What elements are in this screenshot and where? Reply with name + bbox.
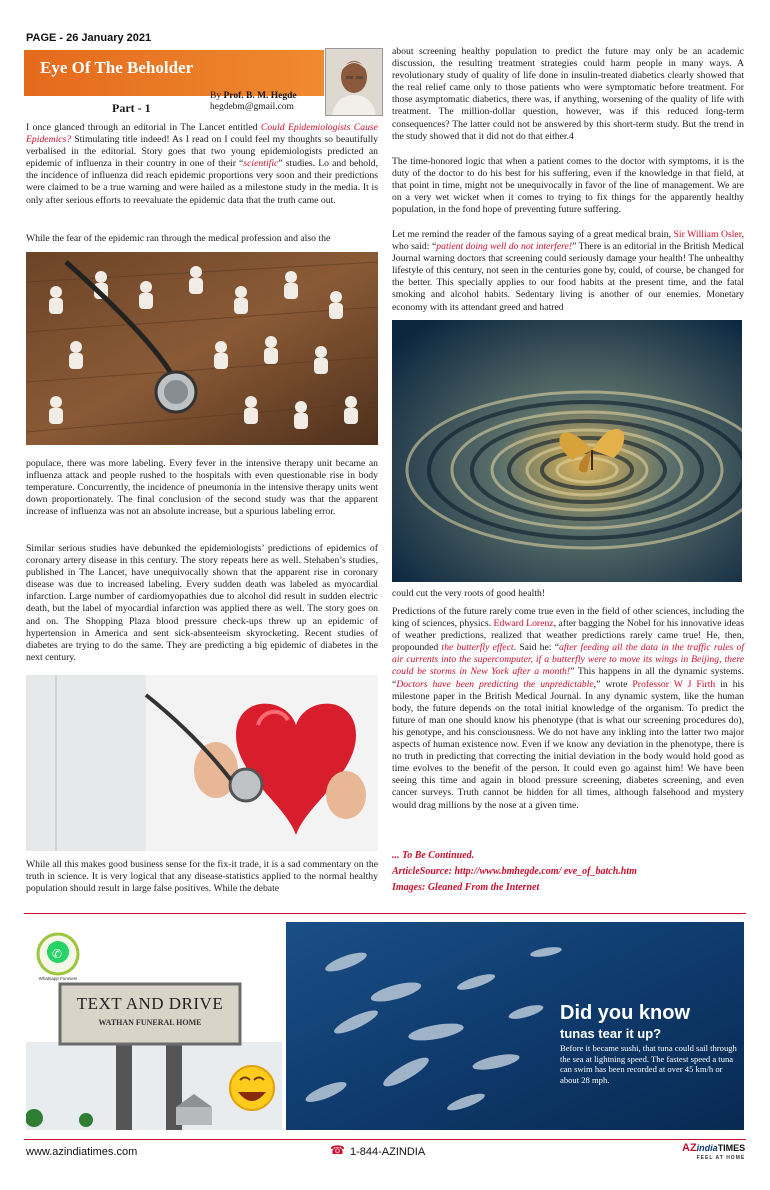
text-and-drive-ad[interactable]	[26, 922, 282, 1130]
paragraph-fear: While the fear of the epidemic ran through the medical profession and also the	[26, 233, 331, 244]
text-run: , who said: “	[392, 229, 744, 253]
tuna-fact-ad[interactable]	[286, 922, 744, 1130]
text-run: I once glanced through an editorial in The Lancet entitled	[26, 122, 261, 133]
text-run: , after bagging the Nobel for his innovative ideas of weather predictions, realized that weather predictions rarely came true! He, then, propounded	[392, 618, 744, 654]
text-run: ” studies. Lo and behold, the incidence of influenza did reach epidemic proportions very soon and their predictions were claimed to be a true warning and were hailed as a milestone study in the media. It is only after serious efforts to reevaluate the epidemic data that the truth came out.	[26, 158, 378, 206]
images-credit: Images: Gleaned From the Internet	[392, 882, 540, 893]
paragraph-roots: could cut the very roots of good health!	[392, 588, 546, 599]
heart-illustration	[26, 675, 378, 851]
butterfly-ripples-illustration	[392, 320, 742, 582]
sign-text: TEXT AND DRIVE	[76, 994, 224, 1013]
article-title: Eye Of The Beholder	[40, 58, 194, 77]
lorenz-link[interactable]: Edward Lorenz	[493, 618, 554, 630]
text-run: ,” wrote	[593, 678, 633, 690]
author-name: Prof. B. M. Hegde	[223, 91, 297, 101]
butterfly-effect-term: the butterfly effect	[441, 642, 514, 654]
heart-stethoscope-image	[26, 675, 378, 851]
author-photo	[325, 48, 383, 116]
text-run: Stimulating title indeed! As I read on I could feel my thoughts so beautifully verbalised in the editorial. Story goes that two young epidemiologists predicted an epidemic of influenza in their country in one of their “	[26, 134, 378, 170]
paragraph-business: While all this makes good business sense for the fix-it trade, it is a sad commentary on the truth in science. It is very logical that any disease-statistics applied to the normal healthy population should result in large false positives. While the debate	[26, 859, 378, 895]
text-run: ” This happens in all the dynamic systems. “	[392, 666, 745, 690]
text-run: ” There is an editorial in the British Medical Journal warning doctors that screening could seriously damage your health! The unhealthy lifestyle of this century, not seen in the centuries gone by, could, of course, be changed for the better. This specially applies to our food habits at the present time, and the fatal smoking and alcohol habits. Sedentary living is another of our enemies. Monetary economy with its attendant greed and hatred	[392, 241, 744, 313]
stethoscope-figures-image	[26, 252, 378, 445]
paragraph-screening: about screening healthy population to predict the future may only be an academic discussion, the resulting treatment strategies could harm people in many ways. A revolutionary study of quality of life done in insulin-treated diabetics clearly showed that the real relief came only to those patients who were symptomatic before treatment. For those asymptomatic diabetics, there was, if anything, worsening of the quality of life with treatment. The million-dollar question, however, was if this reduced long-term consequences? The latter could not be answered by this short-term study. But the trend in the study showed that it did not do that either.4	[392, 46, 744, 142]
stethoscope-illustration	[26, 252, 378, 445]
author-byline	[210, 91, 297, 101]
to-be-continued: ... To Be Continued.	[392, 850, 475, 861]
butterfly-water-image	[392, 320, 742, 582]
paragraph-coronary: Similar serious studies have debunked the epidemiologists’ predictions of epidemics of coronary artery disease in this century. The story repeats here as well. Stehaben’s studies, published in The Lancet, have unequivocally shown that the apparent rise in coronary disease was due to increased labeling. Every sudden death was labeled as myocardial infarction. Large number of cardiomyopathies due to alcohol did result in sudden electric death, but the label of myocardial infarction was applied there as well. The story goes on and on. The Shopping Plaza blood pressure check-ups threw up an epidemic of hypertension in America and sent sick-absenteeism skyrocketing. Recent studies of diabetes are trying to do the same. They are predicting a big epidemic of diabetes in the next century.	[26, 543, 378, 663]
author-portrait	[326, 49, 382, 115]
page-date: PAGE - 26 January 2021	[26, 32, 152, 44]
ad-subheading: tunas tear it up?	[560, 1026, 662, 1041]
footer-logo[interactable]	[682, 1142, 745, 1163]
section-divider	[24, 913, 746, 914]
text-run: in his milestone paper in the British Medical Journal. In any dynamic system, like the human body, the future depends on the total initial knowledge of the organism. To predict the future of man one should know his phenotype (that is what our screening procedures do), his genotype, and his consciousness. We do not have any inkling into the latter two major aspects of human existence now. Even if we know any deviation in the phenotype, there is no truth in predicting that correcting the initial deviation in the body would hold good as time evolves to the benefit of the person. It could even go against him! We have been seeing this time and again in blood pressure screening, diabetes screening, and even cancer surveys. Truth cannot be hidden for all times, although falsehood and mystery would drag millions by the nose at a given time.	[392, 678, 745, 811]
sign-subtext: WATHAN FUNERAL HOME	[98, 1018, 202, 1027]
firth-quote: Doctors have been predicting the unpredictable	[396, 678, 594, 690]
osler-quote: patient doing well do not interfere!	[436, 241, 573, 253]
tuna-school-scene	[286, 922, 744, 1130]
paragraph-populace: populace, there was more labeling. Every fever in the intensive therapy unit became an influenza attack and people rushed to the hospitals with even questionable rise in body temperature. Concurrently, the incidence of pneumonia in the intensive therapy units went down proportionately. The final conclusion of the second study was that the apparent increase of influenza was not an absolute increase, but a spurious labeling error.	[26, 458, 378, 518]
lancet-editorial-link[interactable]: Could Epidemiologists Cause Epidemics?	[26, 122, 378, 146]
scientific-highlight: scientific	[243, 158, 279, 170]
logo-times: TIMES	[717, 1143, 746, 1153]
paragraph-osler	[392, 229, 744, 314]
whatsapp-icon: ✆	[52, 947, 63, 961]
article-part: Part - 1	[112, 101, 151, 115]
logo-az: AZ	[682, 1142, 697, 1154]
osler-link[interactable]: Sir William Osler	[673, 229, 742, 240]
text-run: Predictions of the future rarely come true even in the field of other sciences, including the king of sciences, physics.	[392, 606, 744, 630]
ad-heading: Did you know	[560, 1002, 690, 1024]
lorenz-quote: after feeding all the data in the traffic rules of air currents into the supercomputer, if a butterfly were to move its wings in Beijing, there could be storms in New York after a month!	[392, 642, 745, 678]
author-email[interactable]: hegdebm@gmail.com	[210, 102, 294, 112]
text-run: . Said he: “	[513, 642, 560, 654]
footer-website[interactable]: www.azindiatimes.com	[26, 1146, 138, 1158]
logo-tagline: FEEL AT HOME	[696, 1155, 746, 1161]
footer-divider	[24, 1139, 746, 1140]
article-source[interactable]: ArticleSource: http://www.bmhegde.com/ eve_of_batch.htm	[392, 866, 637, 877]
ad-body: Before it became sushi, that tuna could sail through the sea at lightning speed. The fastest speed a tuna can swim has been recorded at over 45 km/h or about 28 mph.	[560, 1043, 737, 1085]
footer-phone[interactable]: 1-844-AZINDIA	[350, 1146, 426, 1158]
firth-link[interactable]: Professor W J Firth	[632, 678, 716, 690]
paragraph-predictions	[392, 606, 744, 812]
paragraph-time-honored: The time-honored logic that when a patient comes to the doctor with symptoms, it is the duty of the doctor to do his best for his suffering, even if the knowledge in that field, at that point in time, might not be unequivocally in favor of the line of management. We are on a very wet wicket when it comes to trying to fix things for the apparently healthy population, in the fond hope of preventing future suffering.	[392, 156, 744, 216]
phone-icon: ☎	[330, 1143, 345, 1157]
whatsapp-caption: Whatsapp Funnies!	[38, 976, 78, 981]
logo-india: india	[696, 1143, 718, 1153]
text-run: Let me remind the reader of the famous saying of a great medical brain,	[392, 229, 674, 240]
paragraph-intro	[26, 122, 378, 207]
author-prefix: By	[210, 91, 222, 101]
